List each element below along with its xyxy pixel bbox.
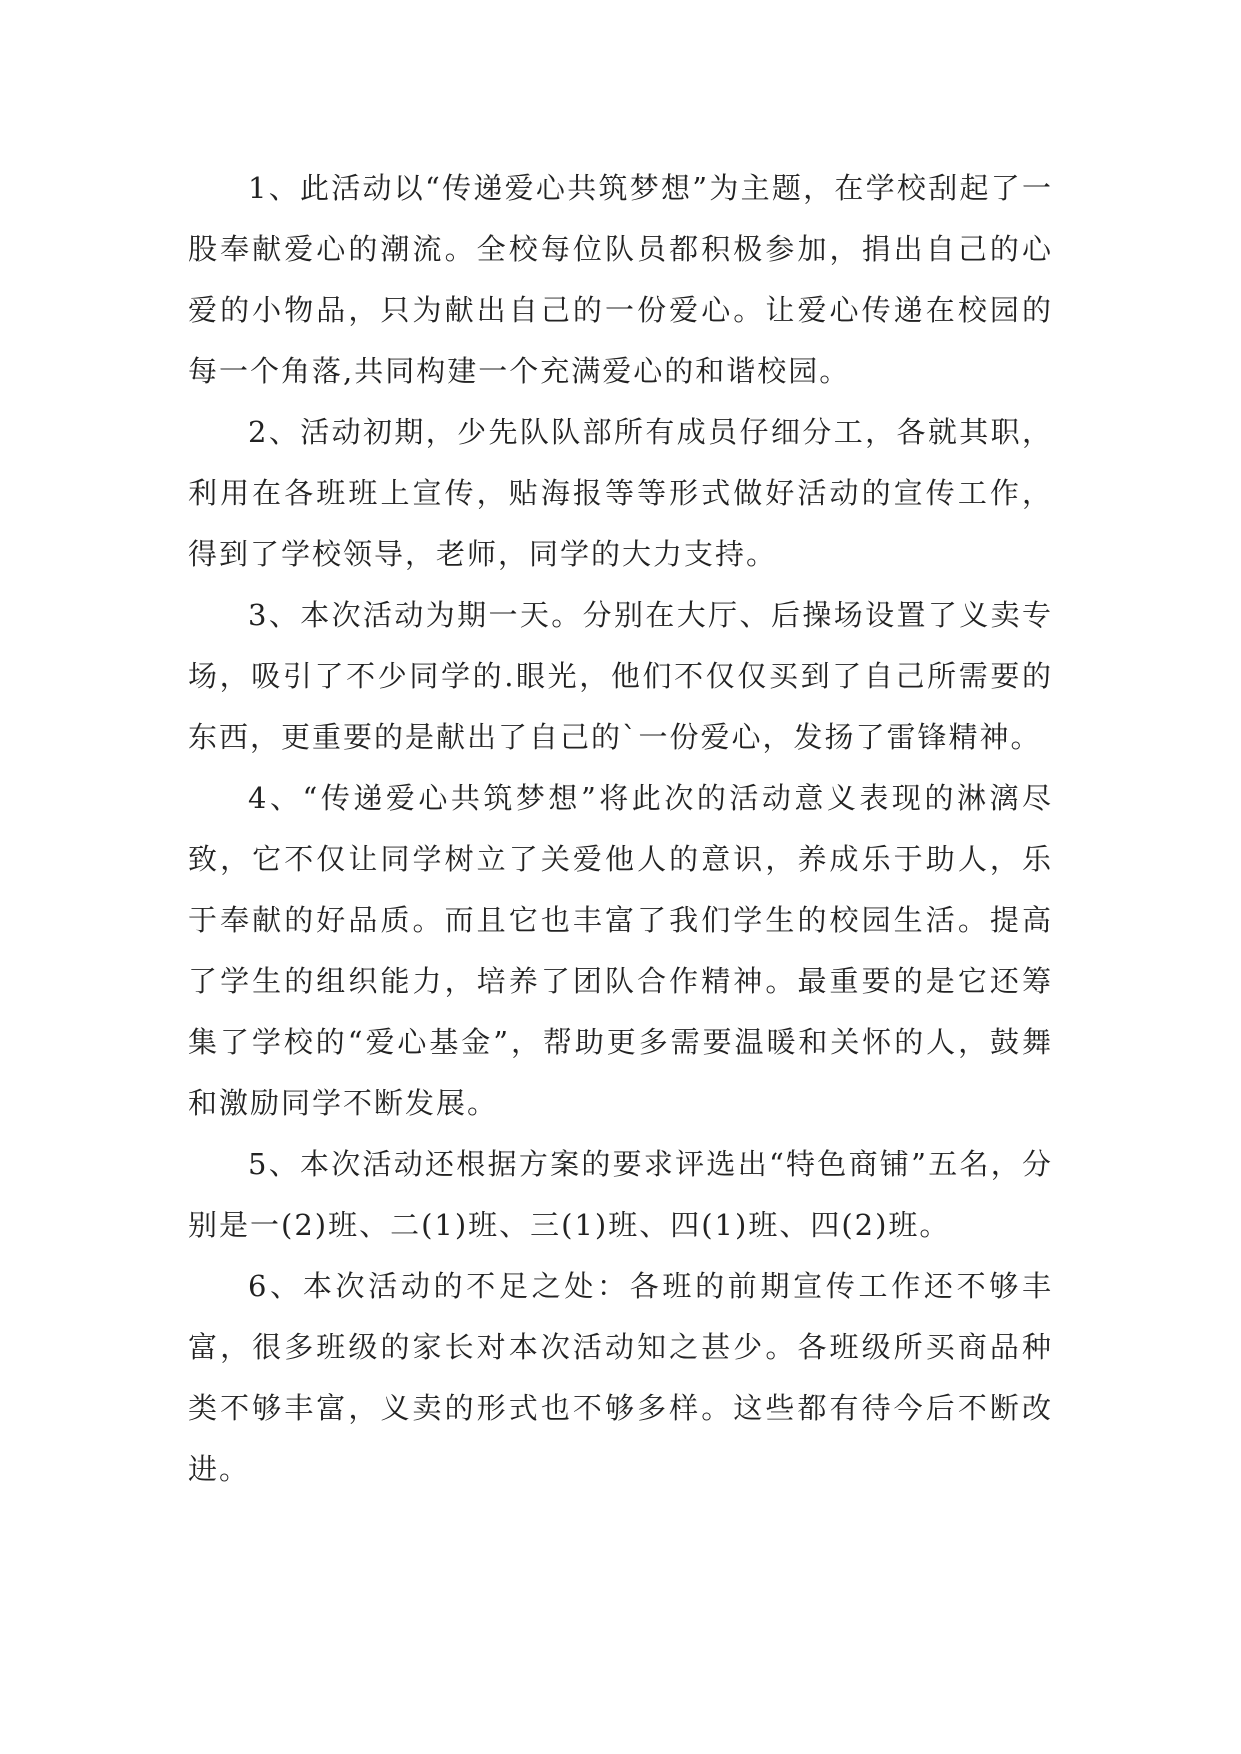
paragraph-3: 3、本次活动为期一天。分别在大厅、后操场设置了义卖专场，吸引了不少同学的.眼光，他们不仅仅买到了自己所需要的东西，更重要的是献出了自己的`一份爱心，发扬了雷锋精神。 bbox=[188, 598, 1053, 754]
paragraph-2: 2、活动初期，少先队队部所有成员仔细分工，各就其职，利用在各班班上宣传，贴海报等等形式做好活动的宣传工作，得到了学校领导，老师，同学的大力支持。 bbox=[188, 415, 1053, 571]
paragraph-6: 6、本次活动的不足之处：各班的前期宣传工作还不够丰富，很多班级的家长对本次活动知之甚少。各班级所买商品种类不够丰富，义卖的形式也不够多样。这些都有待今后不断改进。 bbox=[188, 1269, 1053, 1486]
paragraph-5: 5、本次活动还根据方案的要求评选出“特色商铺”五名，分别是一(2)班、二(1)班、三(1)班、四(1)班、四(2)班。 bbox=[188, 1147, 1053, 1242]
paragraph-1: 1、此活动以“传递爱心共筑梦想”为主题，在学校刮起了一股奉献爱心的潮流。全校每位队员都积极参加，捐出自己的心爱的小物品，只为献出自己的一份爱心。让爱心传递在校园的每一个角落,共同构建一个充满爱心的和谐校园。 bbox=[188, 171, 1053, 388]
paragraph-4: 4、“传递爱心共筑梦想”将此次的活动意义表现的淋漓尽致，它不仅让同学树立了关爱他人的意识，养成乐于助人，乐于奉献的好品质。而且它也丰富了我们学生的校园生活。提高了学生的组织能力，培养了团队合作精神。最重要的是它还筹集了学校的“爱心基金”，帮助更多需要温暖和关怀的人，鼓舞和激励同学不断发展。 bbox=[188, 781, 1053, 1120]
document-body bbox=[188, 158, 1053, 1500]
